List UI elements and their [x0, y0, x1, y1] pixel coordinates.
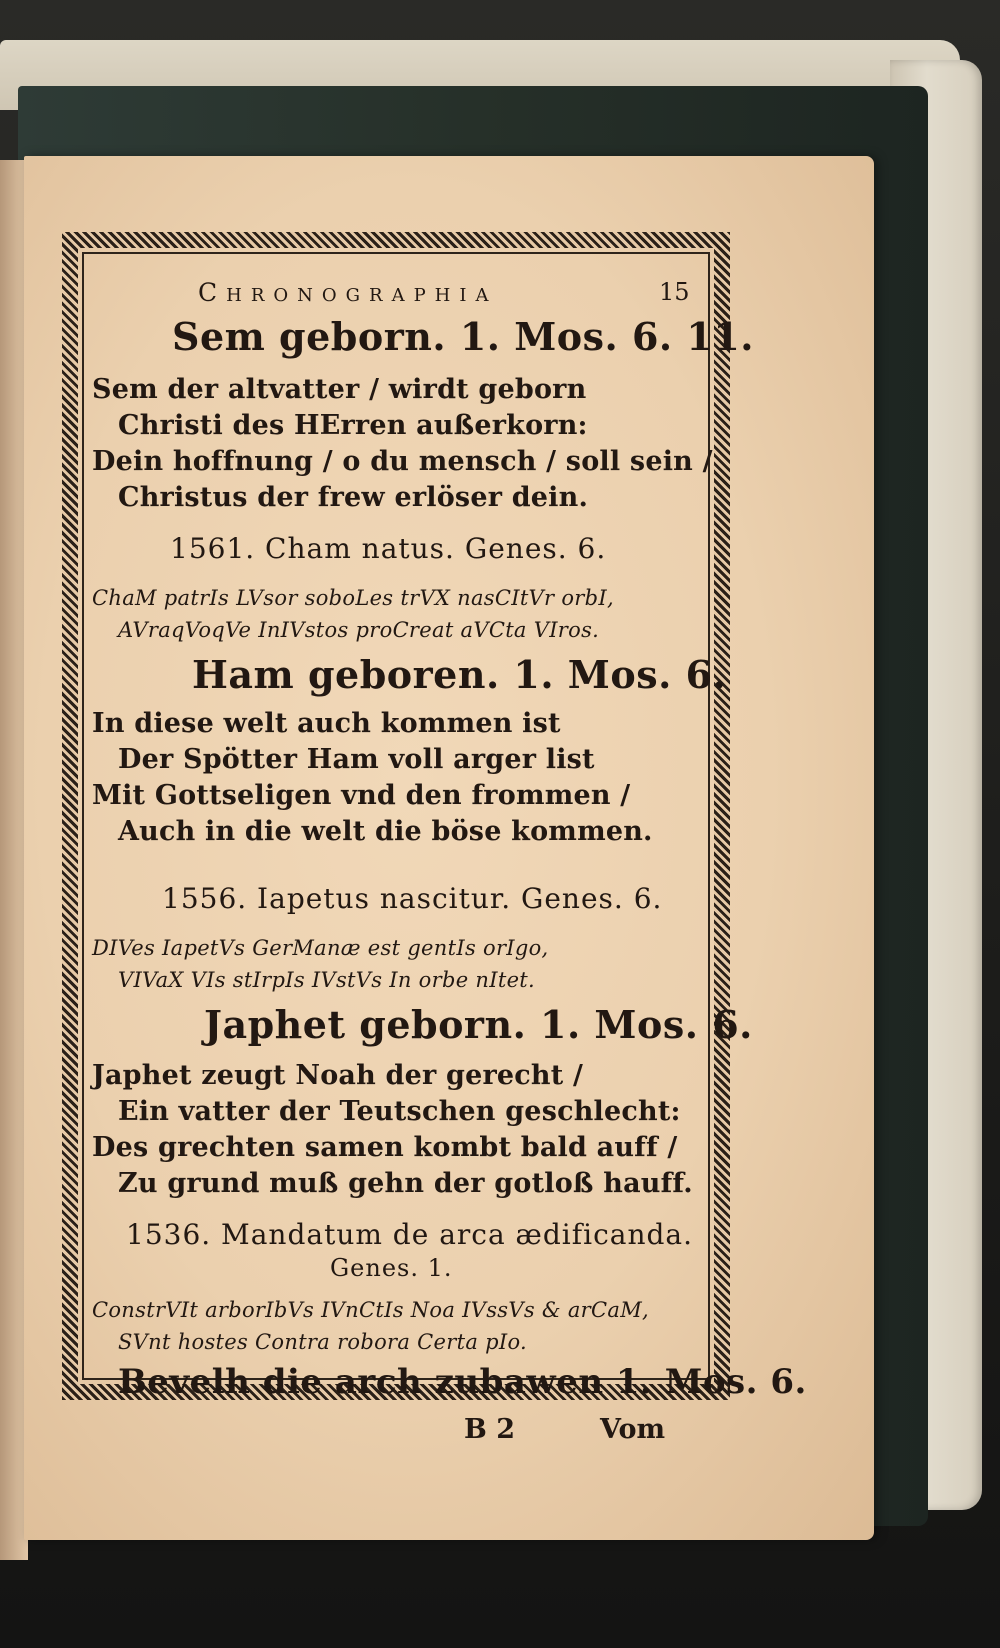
- section-heading: Japhet geborn. 1. Mos. 6.: [204, 1002, 753, 1047]
- verse-line: Des grechten samen kombt bald auff /: [92, 1132, 678, 1163]
- latin-line: ChaM patrIs LVsor soboLes trVX nasCItVr orbI,: [92, 586, 614, 610]
- section-heading: Ham geboren. 1. Mos. 6.: [192, 652, 727, 697]
- verse-line: Dein hoffnung / o du mensch / soll sein /: [92, 446, 713, 477]
- verse-line: Sem der altvatter / wirdt geborn: [92, 374, 587, 405]
- year-line-continued: Genes. 1.: [330, 1254, 453, 1282]
- year-line: 1536. Mandatum de arca ædificanda.: [126, 1218, 693, 1251]
- verse-line: Zu grund muß gehn der gotloß hauff.: [118, 1168, 693, 1199]
- verse-line: Christi des HErren außerkorn:: [118, 410, 588, 441]
- section-heading: Sem geborn. 1. Mos. 6. 11.: [172, 314, 754, 359]
- year-line: 1561. Cham natus. Genes. 6.: [170, 532, 607, 565]
- verse-line: Ein vatter der Teutschen geschlecht:: [118, 1096, 681, 1127]
- verse-line: Der Spötter Ham voll arger list: [118, 744, 595, 775]
- catchword: Vom: [600, 1414, 666, 1445]
- page-text: [92, 262, 807, 1445]
- verse-line: Mit Gottseligen vnd den frommen /: [92, 780, 631, 811]
- latin-line: AVraqVoqVe InIVstos proCreat aVCta VIros.: [118, 618, 600, 642]
- latin-line: VIVaX VIs stIrpIs IVstVs In orbe nItet.: [118, 968, 536, 992]
- running-head: Chronographia: [198, 278, 498, 307]
- verse-line: Japhet zeugt Noah der gerecht /: [92, 1060, 584, 1091]
- latin-line: DIVes IapetVs GerManæ est gentIs orIgo,: [92, 936, 549, 960]
- verse-line: Christus der frew erlöser dein.: [118, 482, 589, 513]
- latin-line: ConstrVIt arborIbVs IVnCtIs Noa IVssVs & arCaM,: [92, 1298, 649, 1322]
- verse-line: Auch in die welt die böse kommen.: [118, 816, 653, 847]
- year-line: 1556. Iapetus nascitur. Genes. 6.: [162, 882, 663, 915]
- latin-line: SVnt hostes Contra robora Certa pIo.: [118, 1330, 528, 1354]
- section-heading: Bevelh die arch zubawen 1. Mos. 6.: [118, 1362, 807, 1402]
- verse-line: In diese welt auch kommen ist: [92, 708, 561, 739]
- page-number: 15: [659, 278, 690, 306]
- signature-mark: B 2: [464, 1414, 516, 1445]
